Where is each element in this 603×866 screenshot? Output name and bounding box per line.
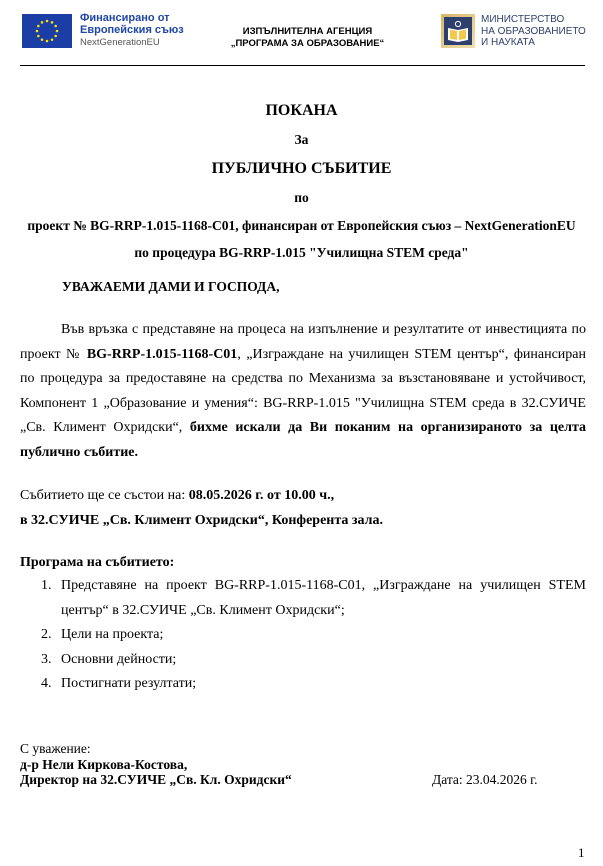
event-location — [20, 509, 383, 534]
ministry-name — [481, 14, 586, 49]
title-for: За — [294, 132, 309, 147]
eu-star-icon — [51, 38, 54, 41]
event-program — [20, 552, 586, 697]
ministry-line-1: МИНИСТЕРСТВО — [481, 14, 565, 25]
eu-star-icon — [56, 30, 59, 33]
title-procedure: по процедура BG-RRP-1.015 "Училищна STEM среда" — [134, 245, 469, 260]
program-list — [20, 574, 586, 697]
program-item-number: 1. — [41, 578, 52, 593]
program-item-text: Основни дейности; — [61, 651, 177, 667]
eu-star-icon — [46, 40, 49, 43]
eu-star-icon — [36, 30, 39, 33]
title-project: проект № BG-RRP-1.015-1168-C01, финансиран от Европейския съюз – NextGenerationEU — [27, 218, 576, 233]
agency-name — [205, 26, 410, 50]
signature-name: д-р Нели Киркова-Костова, — [20, 756, 188, 772]
page-number: 1 — [578, 845, 585, 860]
eu-flag-icon — [22, 14, 72, 48]
signature-position: Директор на 32.СУИЧЕ „Св. Кл. Охридски“ — [20, 772, 292, 787]
body-text-2: , „Изграждане на училищен STEM център“, финансиран по процедура за предоставяне на средства по Механизма за възстановяване и устойчивост, Компонент 1 „Образование и умения“: BG-RRP-1.015 "Училищна STEM среда в 32.СУИЧЕ „Св. Климент Охридски“, — [20, 346, 586, 435]
event-location-text: в 32.СУИЧЕ „Св. Климент Охридски“, Конферента зала. — [20, 512, 384, 528]
ministry-logo — [441, 14, 475, 48]
ministry-line-3: И НАУКАТА — [481, 37, 535, 48]
program-item — [20, 574, 586, 623]
event-date-line — [20, 484, 383, 509]
signature-block — [20, 741, 586, 788]
program-item — [20, 648, 586, 673]
eu-line-1: Финансирано от — [80, 12, 170, 24]
eu-star-icon — [37, 25, 40, 28]
event-date-value: 08.05.2026 г. от 10.00 ч., — [188, 488, 335, 503]
body-paragraph — [20, 318, 586, 465]
open-book-icon — [444, 17, 472, 45]
program-item-text: Цели на проекта; — [61, 627, 164, 642]
program-item — [20, 672, 586, 697]
title-public-event: ПУБЛИЧНО СЪБИТИЕ — [211, 160, 392, 177]
agency-line-1: ИЗПЪЛНИТЕЛНА АГЕНЦИЯ — [242, 26, 373, 37]
program-item-number: 3. — [41, 651, 52, 667]
program-item-number: 2. — [41, 627, 52, 642]
eu-star-icon — [51, 21, 54, 24]
eu-funding-label — [80, 12, 184, 49]
eu-line-2: Европейския съюз — [80, 24, 184, 36]
header-divider — [20, 65, 585, 66]
eu-stars-icon — [22, 14, 72, 48]
agency-line-2: „ПРОГРАМА ЗА ОБРАЗОВАНИЕ“ — [230, 38, 385, 49]
body-invitation-text: бихме искали да Ви поканим на организираното за целта публично събитие. — [20, 420, 587, 460]
document-date: Дата: 23.04.2026 г. — [432, 772, 538, 787]
program-item — [20, 623, 586, 648]
program-item-number: 4. — [41, 676, 52, 691]
body-text-1: Във връзка с представяне на процеса на изпълнение и резултатите от инвестицията по проект № — [20, 322, 586, 362]
eu-star-icon — [46, 20, 49, 23]
eu-star-icon — [37, 35, 40, 38]
program-title: Програма на събитието: — [20, 555, 175, 570]
title-by: по — [294, 190, 309, 205]
title-invitation: ПОКАНА — [265, 102, 338, 119]
eu-line-3: NextGenerationEU — [80, 37, 160, 48]
ministry-line-2: НА ОБРАЗОВАНИЕТО — [481, 25, 586, 37]
invitation-title-block — [0, 96, 603, 266]
eu-star-icon — [41, 21, 44, 24]
program-item-text: Постигнати резултати; — [61, 676, 197, 691]
eu-star-icon — [54, 35, 57, 38]
document-header — [0, 0, 603, 70]
event-details — [20, 484, 383, 533]
eu-star-icon — [54, 25, 57, 28]
body-project-code: BG-RRP-1.015-1168-C01 — [86, 346, 238, 362]
eu-star-icon — [41, 38, 44, 41]
program-item-text: Представяне на проект BG-RRP-1.015-1168-C01, „Изграждане на училищен STEM център“ в 32.СУИЧЕ „Св. Климент Охридски“; — [61, 578, 586, 618]
signature-closing: С уважение: — [20, 741, 91, 756]
event-date-label: Събитието ще се състои на: — [20, 488, 189, 503]
greeting: УВАЖАЕМИ ДАМИ И ГОСПОДА, — [62, 279, 280, 294]
